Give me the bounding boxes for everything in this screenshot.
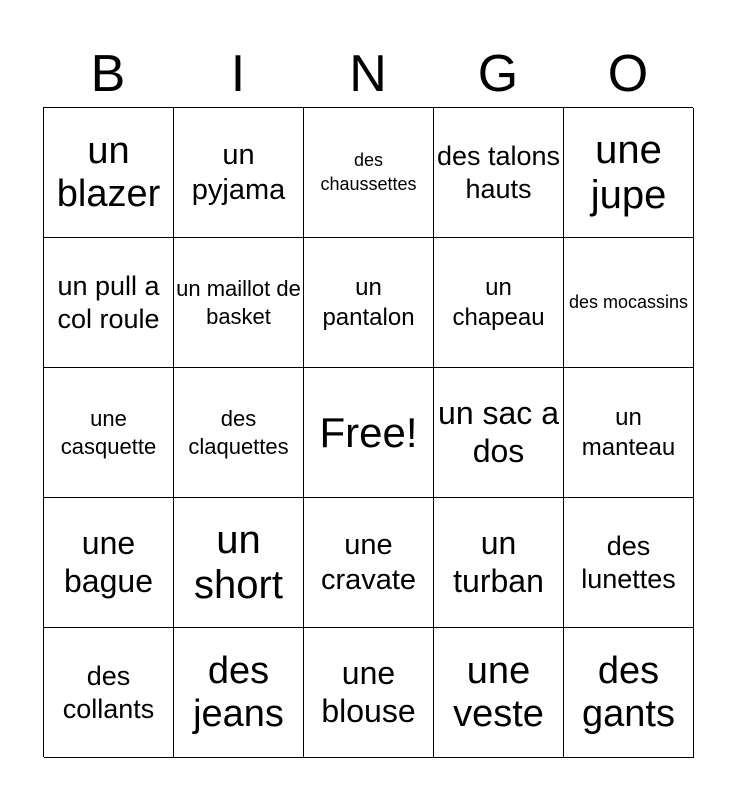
bingo-cell	[44, 368, 174, 498]
bingo-cell	[434, 238, 564, 368]
bingo-cell	[434, 108, 564, 238]
cell-text: une veste	[453, 649, 544, 735]
cell-text: une blouse	[321, 654, 416, 729]
cell-text: des chaussettes	[320, 150, 417, 194]
bingo-cell	[174, 108, 304, 238]
cell-text: des claquettes	[188, 406, 289, 459]
cell-text: un pull a col roule	[57, 270, 160, 334]
bingo-cell	[304, 498, 434, 628]
bingo-cell	[434, 498, 564, 628]
cell-text: des jeans	[193, 649, 284, 735]
bingo-cell	[304, 108, 434, 238]
bingo-cell	[564, 368, 694, 498]
bingo-cell	[564, 498, 694, 628]
cell-text: un turban	[453, 524, 544, 599]
cell-text: un chapeau	[452, 274, 545, 331]
bingo-board	[43, 107, 693, 757]
cell-text: des mocassins	[568, 291, 689, 312]
bingo-cell	[564, 238, 694, 368]
bingo-cell	[44, 238, 174, 368]
bingo-cell	[304, 238, 434, 368]
header-letter-g: G	[477, 45, 519, 103]
bingo-cell	[434, 368, 564, 498]
cell-text: un blazer	[56, 129, 161, 215]
bingo-cell	[44, 108, 174, 238]
cell-text: un manteau	[581, 404, 676, 461]
free-space	[304, 368, 434, 498]
bingo-cell	[174, 498, 304, 628]
bingo-cell	[434, 628, 564, 758]
bingo-cell	[564, 108, 694, 238]
header-letter-n: N	[349, 45, 387, 103]
cell-text: des collants	[62, 660, 155, 724]
bingo-cell	[174, 238, 304, 368]
cell-text: une bague	[64, 524, 153, 599]
bingo-cell	[174, 368, 304, 498]
cell-text: un short	[194, 517, 283, 607]
cell-text: un sac a dos	[438, 394, 559, 469]
header-letter-i: I	[230, 45, 246, 103]
bingo-cell	[304, 628, 434, 758]
header-letter-b: B	[90, 45, 126, 103]
cell-text: des lunettes	[581, 530, 676, 594]
cell-text: un pyjama	[191, 138, 286, 206]
cell-text: un pantalon	[322, 274, 415, 331]
bingo-cell	[174, 628, 304, 758]
cell-text: un maillot de basket	[176, 276, 301, 329]
bingo-cell	[564, 628, 694, 758]
cell-text: Free!	[319, 408, 418, 456]
cell-text: des talons hauts	[436, 140, 561, 204]
bingo-cell	[44, 498, 174, 628]
bingo-cell	[44, 628, 174, 758]
header-letter-o: O	[607, 45, 649, 103]
cell-text: des gants	[582, 649, 675, 735]
cell-text: une jupe	[590, 127, 667, 217]
cell-text: une casquette	[60, 406, 157, 459]
cell-text: une cravate	[320, 528, 417, 596]
bingo-header	[43, 40, 693, 108]
